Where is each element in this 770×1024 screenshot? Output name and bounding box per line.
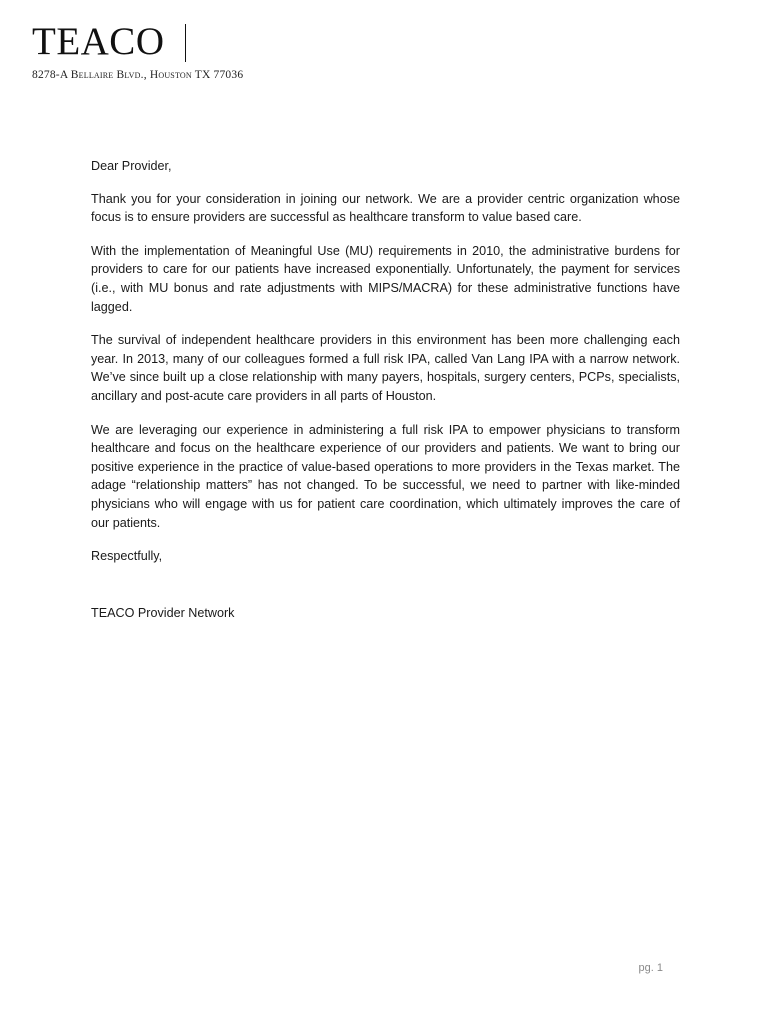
logo-row bbox=[32, 18, 732, 66]
paragraph-intro: Thank you for your consideration in joining our network. We are a provider centric organization whose focus is to ensure providers are successful as healthcare transform to value based care. bbox=[91, 191, 680, 225]
page-number: pg. 1 bbox=[638, 962, 663, 974]
letterhead bbox=[32, 18, 732, 81]
paragraph-leveraging: We are leveraging our experience in administering a full risk IPA to empower physicians to transform healthcare and focus on the healthcare experience of our providers and patients. We want to bring our positive experience in the practice of value-based operations to more providers in the Texas market. The adage “relationship matters” has not changed. To be successful, we need to partner with like-minded physicians who will engage with us for patient care coordination, which ultimately improves the care of our patients. bbox=[91, 422, 680, 530]
company-logo: TEACO bbox=[32, 20, 165, 63]
closing: Respectfully, bbox=[91, 549, 163, 564]
paragraph-meaningful-use: With the implementation of Meaningful Use (MU) requirements in 2010, the administrative burdens for providers to care for our patients have increased exponentially. Unfortunately, the payment for services (i.e., with MU bonus and rate adjustments with MIPS/MACRA) for these administrative functions have lagged. bbox=[91, 243, 680, 314]
letter-body bbox=[91, 157, 680, 637]
signature: TEACO Provider Network bbox=[91, 605, 235, 620]
salutation: Dear Provider, bbox=[91, 159, 172, 173]
logo-divider bbox=[185, 24, 187, 62]
paragraph-survival: The survival of independent healthcare providers in this environment has been more challenging each year. In 2013, many of our colleagues formed a full risk IPA, called Van Lang IPA with a narrow network. We’ve since built up a close relationship with many payers, hospitals, surgery centers, PCPs, specialists, ancillary and post-acute care providers in all parts of Houston. bbox=[91, 333, 680, 403]
company-address: 8278-A Bellaire Blvd., Houston TX 77036 bbox=[32, 69, 244, 81]
